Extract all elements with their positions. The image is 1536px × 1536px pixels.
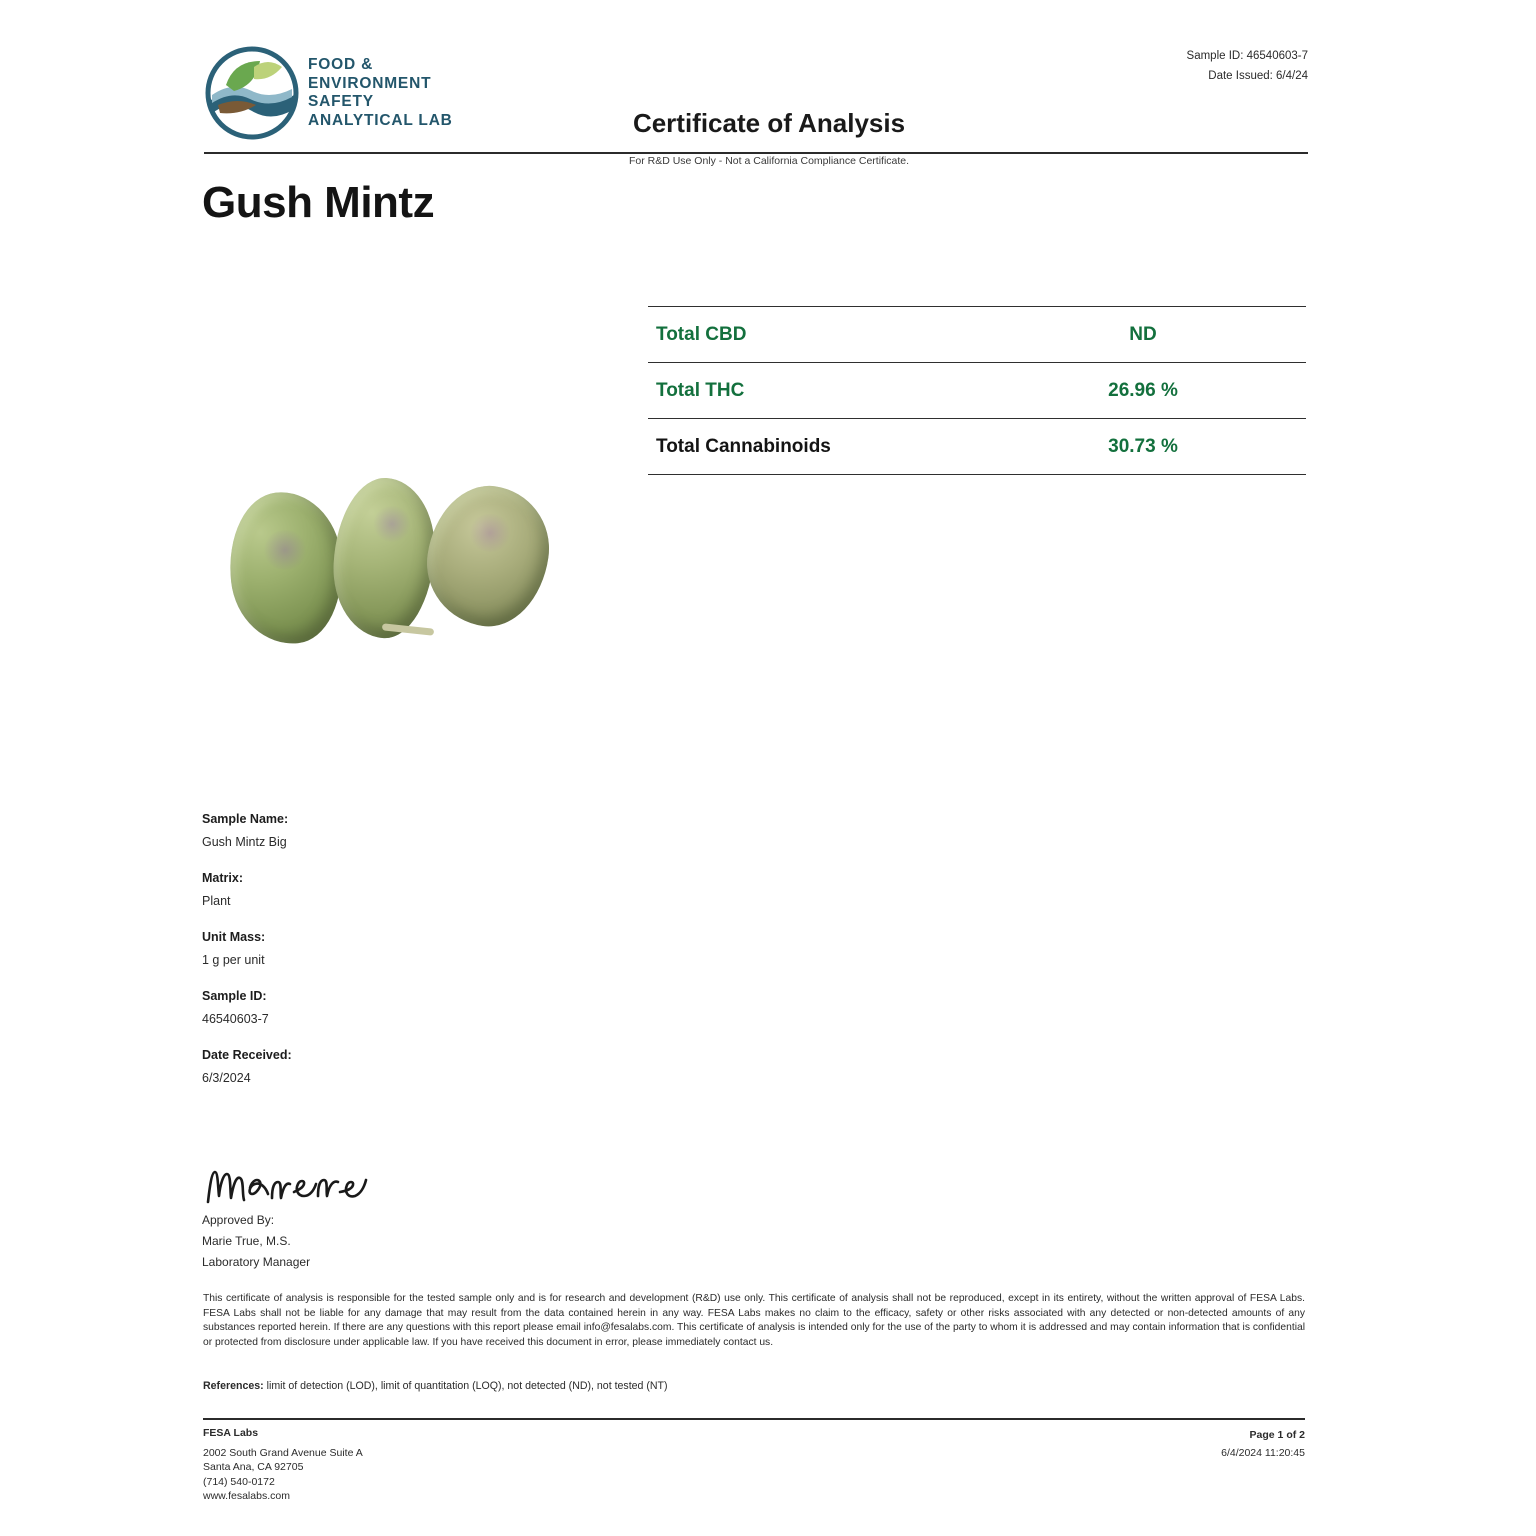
table-row bbox=[648, 363, 1306, 419]
detail-value: Gush Mintz Big bbox=[202, 835, 287, 849]
header-date-issued: Date Issued: 6/4/24 bbox=[1208, 70, 1308, 82]
approval-signature bbox=[202, 1162, 622, 1273]
logo-line-3: SAFETY bbox=[308, 93, 374, 110]
detail-value: Plant bbox=[202, 894, 231, 908]
bud-tint bbox=[468, 514, 512, 552]
header-divider bbox=[204, 152, 1308, 154]
bud-tint bbox=[262, 530, 308, 570]
summary-table bbox=[648, 306, 1306, 475]
detail-label: Sample ID: bbox=[202, 989, 267, 1003]
page-subtitle: For R&D Use Only - Not a California Compliance Certificate. bbox=[628, 155, 910, 167]
summary-value-total-cbd: ND bbox=[1129, 323, 1157, 345]
lab-logo bbox=[204, 38, 494, 148]
references-text: limit of detection (LOD), limit of quantitation (LOQ), not detected (ND), not tested (NT) bbox=[266, 1380, 668, 1392]
document-header bbox=[204, 30, 1308, 167]
detail-value: 6/3/2024 bbox=[202, 1071, 251, 1085]
detail-date-received bbox=[202, 1048, 622, 1085]
lab-logo-text bbox=[308, 56, 453, 130]
approver-role: Laboratory Manager bbox=[202, 1255, 311, 1269]
cannabis-bud-icon bbox=[330, 475, 438, 640]
product-name: Gush Mintz bbox=[202, 178, 435, 227]
approver-name: Marie True, M.S. bbox=[202, 1234, 291, 1248]
references-label: References: bbox=[203, 1380, 264, 1392]
logo-line-4: ANALYTICAL LAB bbox=[308, 111, 453, 129]
detail-sample-id bbox=[202, 989, 622, 1026]
bud-tint bbox=[372, 506, 412, 542]
detail-label: Unit Mass: bbox=[202, 930, 266, 944]
summary-label-total-thc: Total THC bbox=[656, 379, 745, 401]
detail-label: Sample Name: bbox=[202, 812, 289, 826]
footer-divider bbox=[203, 1418, 1305, 1420]
header-sample-id: Sample ID: 46540603-7 bbox=[1186, 50, 1308, 62]
header-meta bbox=[1187, 46, 1308, 86]
detail-unit-mass bbox=[202, 930, 622, 967]
detail-matrix bbox=[202, 871, 622, 908]
footer-phone: (714) 540-0172 bbox=[203, 1475, 275, 1488]
summary-label-total-cbd: Total CBD bbox=[656, 323, 747, 345]
footer-timestamp: 6/4/2024 11:20:45 bbox=[1221, 1447, 1305, 1459]
approved-by-label: Approved By: bbox=[202, 1213, 275, 1227]
table-row bbox=[648, 306, 1306, 363]
logo-line-1: FOOD & bbox=[308, 56, 374, 73]
leaf-circle-icon bbox=[204, 45, 300, 141]
footer-address-line-2: Santa Ana, CA 92705 bbox=[203, 1461, 304, 1473]
summary-value-total-cannabinoids: 30.73 % bbox=[1108, 435, 1178, 457]
summary-label-total-cannabinoids: Total Cannabinoids bbox=[656, 435, 831, 457]
sample-details bbox=[202, 812, 622, 1107]
footer-lab-info bbox=[203, 1426, 363, 1504]
page-number: Page 1 of 2 bbox=[1249, 1429, 1305, 1441]
footer-lab-name: FESA Labs bbox=[203, 1427, 259, 1439]
footer-address-line-1: 2002 South Grand Avenue Suite A bbox=[203, 1446, 363, 1459]
detail-label: Matrix: bbox=[202, 871, 243, 885]
cannabis-bud-icon bbox=[419, 478, 557, 633]
summary-value-total-thc: 26.96 % bbox=[1108, 379, 1178, 401]
disclaimer-text: This certificate of analysis is responsible for the tested sample only and is for research and development (R&D) use only. This certificate of analysis shall not be reproduced, except in its entirety, without the written approval of FESA Labs. FESA Labs shall not be liable for any damage that may result from the data contained herein in any way. FESA Labs makes no claim to the efficacy, safety or other risks associated with any detected or non-detected amounts of any substances reported herein. If there are any questions with this report please email info@fesalabs.com. This certificate of analysis is intended only for the use of the party to whom it is addressed and may contain information that is confidential or protected from disclosure under applicable law. If you have received this document in error, please immediately contact us. bbox=[203, 1293, 1305, 1348]
footer-page-info bbox=[1221, 1426, 1305, 1462]
detail-value: 1 g per unit bbox=[202, 953, 265, 967]
signature-icon bbox=[202, 1162, 372, 1210]
detail-sample-name bbox=[202, 812, 622, 849]
detail-value: 46540603-7 bbox=[202, 1012, 269, 1026]
table-row bbox=[648, 419, 1306, 475]
sample-photo bbox=[222, 470, 562, 670]
logo-line-2: ENVIRONMENT bbox=[308, 74, 432, 92]
footer-website[interactable]: www.fesalabs.com bbox=[203, 1490, 290, 1502]
references-line bbox=[203, 1380, 1305, 1392]
detail-label: Date Received: bbox=[202, 1048, 292, 1062]
page-title: Certificate of Analysis bbox=[632, 108, 906, 138]
